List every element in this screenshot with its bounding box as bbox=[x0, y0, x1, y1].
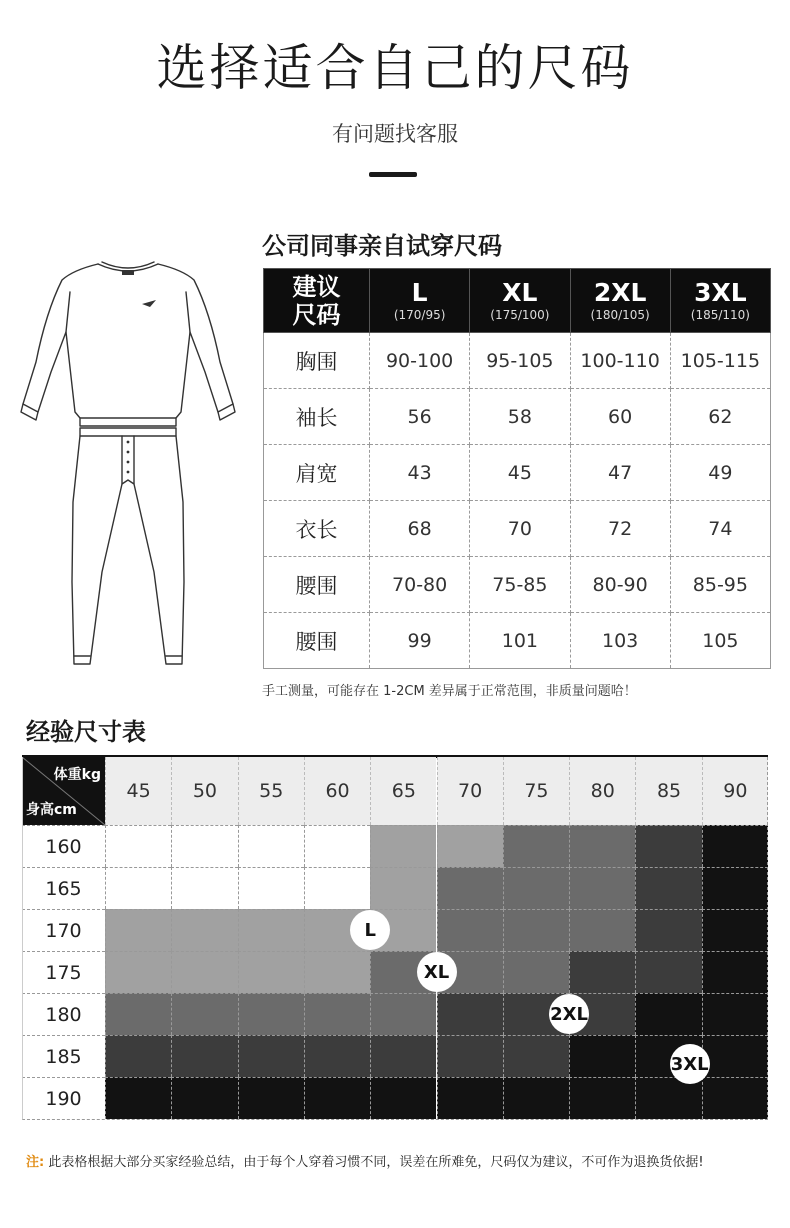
table-cell: 85-95 bbox=[670, 557, 770, 613]
weight-tick-label: 50 bbox=[171, 757, 237, 825]
table-cell: 70-80 bbox=[370, 557, 470, 613]
table-cell: 45 bbox=[470, 445, 570, 501]
height-tick-label: 165 bbox=[22, 867, 105, 909]
size-badge: 3XL bbox=[670, 1044, 710, 1084]
size-heatmap-cell bbox=[370, 1035, 436, 1077]
table-cell: 75-85 bbox=[470, 557, 570, 613]
weight-tick-label: 65 bbox=[370, 757, 436, 825]
size-badge: 2XL bbox=[549, 994, 589, 1034]
measure-label: 肩宽 bbox=[264, 445, 370, 501]
size-heatmap-cell bbox=[304, 1035, 370, 1077]
size-heatmap-cell bbox=[702, 867, 768, 909]
table-row bbox=[264, 501, 771, 557]
table-cell: 99 bbox=[370, 613, 470, 669]
size-header-3XL bbox=[670, 269, 770, 333]
size-heatmap-cell bbox=[702, 825, 768, 867]
weight-tick-label: 70 bbox=[437, 757, 503, 825]
title-divider bbox=[369, 172, 417, 177]
table-cell: 103 bbox=[570, 613, 670, 669]
size-heatmap-cell bbox=[437, 825, 503, 867]
size-heatmap-cell bbox=[171, 1035, 237, 1077]
size-heatmap-cell bbox=[437, 1077, 503, 1119]
size-heatmap-cell bbox=[702, 1077, 768, 1119]
size-heatmap-cell bbox=[569, 825, 635, 867]
size-heatmap-cell bbox=[304, 951, 370, 993]
measure-label: 胸围 bbox=[264, 333, 370, 389]
size-heatmap-cell bbox=[171, 825, 237, 867]
corner-label-line-1: 建议 bbox=[292, 272, 341, 301]
table-cell: 72 bbox=[570, 501, 670, 557]
size-heatmap-cell bbox=[105, 1077, 171, 1119]
chart-corner-cell bbox=[22, 757, 105, 825]
footer-note-lead: 注: bbox=[26, 1155, 45, 1170]
table-cell: 56 bbox=[370, 389, 470, 445]
size-heatmap-cell bbox=[635, 909, 701, 951]
size-heatmap-cell bbox=[702, 993, 768, 1035]
table-cell: 74 bbox=[670, 501, 770, 557]
size-heatmap-cell bbox=[171, 909, 237, 951]
size-heatmap-cell bbox=[370, 1077, 436, 1119]
size-heatmap-cell bbox=[503, 1035, 569, 1077]
size-table-heading: 公司同事亲自试穿尺码 bbox=[262, 232, 502, 260]
size-heatmap-cell bbox=[569, 951, 635, 993]
size-heatmap-cell bbox=[702, 1035, 768, 1077]
size-height-weight: (175/100) bbox=[490, 307, 550, 322]
size-heatmap-cell bbox=[304, 867, 370, 909]
height-tick-label: 190 bbox=[22, 1077, 105, 1119]
size-heatmap-cell bbox=[238, 909, 304, 951]
table-cell: 62 bbox=[670, 389, 770, 445]
size-heatmap-cell bbox=[370, 867, 436, 909]
weight-tick-label: 90 bbox=[702, 757, 768, 825]
table-cell: 68 bbox=[370, 501, 470, 557]
measure-label: 腰围 bbox=[264, 557, 370, 613]
table-row bbox=[264, 445, 771, 501]
height-tick-label: 180 bbox=[22, 993, 105, 1035]
size-heatmap-cell bbox=[105, 867, 171, 909]
size-label: XL bbox=[502, 277, 538, 307]
size-heatmap-cell bbox=[105, 951, 171, 993]
size-heatmap-cell bbox=[105, 1035, 171, 1077]
height-tick-label: 185 bbox=[22, 1035, 105, 1077]
measurement-note: 手工测量，可能存在 1-2CM 差异属于正常范围，非质量问题哈！ bbox=[262, 684, 637, 699]
size-height-weight: (170/95) bbox=[393, 307, 446, 322]
size-heatmap-cell bbox=[503, 951, 569, 993]
size-heatmap-cell bbox=[702, 909, 768, 951]
size-heatmap-cell bbox=[503, 1077, 569, 1119]
weight-tick-label: 60 bbox=[304, 757, 370, 825]
size-label: 2XL bbox=[593, 277, 647, 307]
experience-size-chart bbox=[22, 757, 768, 1120]
size-heatmap-cell bbox=[238, 951, 304, 993]
table-cell: 60 bbox=[570, 389, 670, 445]
table-cell: 43 bbox=[370, 445, 470, 501]
size-heatmap-cell bbox=[702, 951, 768, 993]
table-cell: 95-105 bbox=[470, 333, 570, 389]
size-heatmap-cell bbox=[370, 993, 436, 1035]
size-table-corner bbox=[264, 269, 370, 333]
weight-tick-label: 80 bbox=[569, 757, 635, 825]
size-heatmap-cell bbox=[437, 867, 503, 909]
size-heatmap-cell bbox=[569, 909, 635, 951]
size-heatmap-cell bbox=[238, 1035, 304, 1077]
table-cell: 101 bbox=[470, 613, 570, 669]
table-cell: 105 bbox=[670, 613, 770, 669]
table-cell: 58 bbox=[470, 389, 570, 445]
weight-tick-label: 75 bbox=[503, 757, 569, 825]
weight-tick-label: 55 bbox=[238, 757, 304, 825]
size-heatmap-cell bbox=[635, 825, 701, 867]
size-badge: L bbox=[350, 910, 390, 950]
size-header-XL bbox=[470, 269, 570, 333]
table-cell: 47 bbox=[570, 445, 670, 501]
page-title: 选择适合自己的尺码 bbox=[156, 39, 634, 97]
table-row bbox=[264, 613, 771, 669]
measure-label: 衣长 bbox=[264, 501, 370, 557]
table-cell: 70 bbox=[470, 501, 570, 557]
size-heatmap-cell bbox=[503, 909, 569, 951]
footer-note-text: 此表格根据大部分买家经验总结，由于每个人穿着习惯不同，误差在所难免，尺码仅为建议，不可作为退换货依据! bbox=[48, 1155, 704, 1170]
size-height-weight: (180/105) bbox=[590, 307, 650, 322]
size-heatmap-cell bbox=[304, 993, 370, 1035]
size-heatmap-cell bbox=[171, 867, 237, 909]
size-heatmap-cell bbox=[370, 825, 436, 867]
height-axis-label: 身高cm bbox=[26, 802, 77, 818]
table-row bbox=[264, 389, 771, 445]
height-tick-label: 160 bbox=[22, 825, 105, 867]
size-table bbox=[263, 268, 771, 669]
size-heatmap-cell bbox=[569, 1077, 635, 1119]
table-cell: 49 bbox=[670, 445, 770, 501]
weight-tick-label: 85 bbox=[635, 757, 701, 825]
size-heatmap-cell bbox=[171, 951, 237, 993]
size-heatmap-cell bbox=[569, 1035, 635, 1077]
table-cell: 80-90 bbox=[570, 557, 670, 613]
size-heatmap-cell bbox=[503, 867, 569, 909]
size-header-2XL bbox=[570, 269, 670, 333]
table-cell: 90-100 bbox=[370, 333, 470, 389]
size-label: 3XL bbox=[694, 277, 747, 307]
size-heatmap-cell bbox=[635, 867, 701, 909]
size-height-weight: (185/110) bbox=[690, 307, 750, 322]
footer-note bbox=[26, 1151, 704, 1170]
table-row bbox=[264, 333, 771, 389]
size-heatmap-cell bbox=[304, 825, 370, 867]
measure-label: 腰围 bbox=[264, 613, 370, 669]
thermal-set-illustration bbox=[18, 252, 238, 672]
table-cell: 100-110 bbox=[570, 333, 670, 389]
size-label: L bbox=[411, 277, 428, 307]
size-heatmap-cell bbox=[635, 993, 701, 1035]
size-heatmap-cell bbox=[437, 993, 503, 1035]
height-tick-label: 170 bbox=[22, 909, 105, 951]
size-header-L bbox=[370, 269, 470, 333]
size-heatmap-cell bbox=[105, 825, 171, 867]
size-heatmap-cell bbox=[171, 993, 237, 1035]
size-heatmap-cell bbox=[238, 825, 304, 867]
size-heatmap-cell bbox=[171, 1077, 237, 1119]
table-row bbox=[264, 557, 771, 613]
page-subtitle: 有问题找客服 bbox=[332, 122, 458, 146]
weight-tick-label: 45 bbox=[105, 757, 171, 825]
experience-chart-heading: 经验尺寸表 bbox=[26, 718, 146, 746]
weight-axis-label: 体重kg bbox=[53, 767, 101, 783]
size-heatmap-cell bbox=[635, 951, 701, 993]
size-heatmap-cell bbox=[105, 993, 171, 1035]
size-heatmap-cell bbox=[437, 1035, 503, 1077]
measure-label: 袖长 bbox=[264, 389, 370, 445]
size-heatmap-cell bbox=[105, 909, 171, 951]
size-badge: XL bbox=[417, 952, 457, 992]
size-heatmap-cell bbox=[238, 1077, 304, 1119]
size-heatmap-cell bbox=[238, 867, 304, 909]
size-heatmap-cell bbox=[437, 909, 503, 951]
size-heatmap-cell bbox=[569, 867, 635, 909]
corner-label-line-2: 尺码 bbox=[292, 300, 341, 329]
size-heatmap-cell bbox=[238, 993, 304, 1035]
table-cell: 105-115 bbox=[670, 333, 770, 389]
size-heatmap-cell bbox=[304, 1077, 370, 1119]
height-tick-label: 175 bbox=[22, 951, 105, 993]
size-heatmap-cell bbox=[503, 825, 569, 867]
